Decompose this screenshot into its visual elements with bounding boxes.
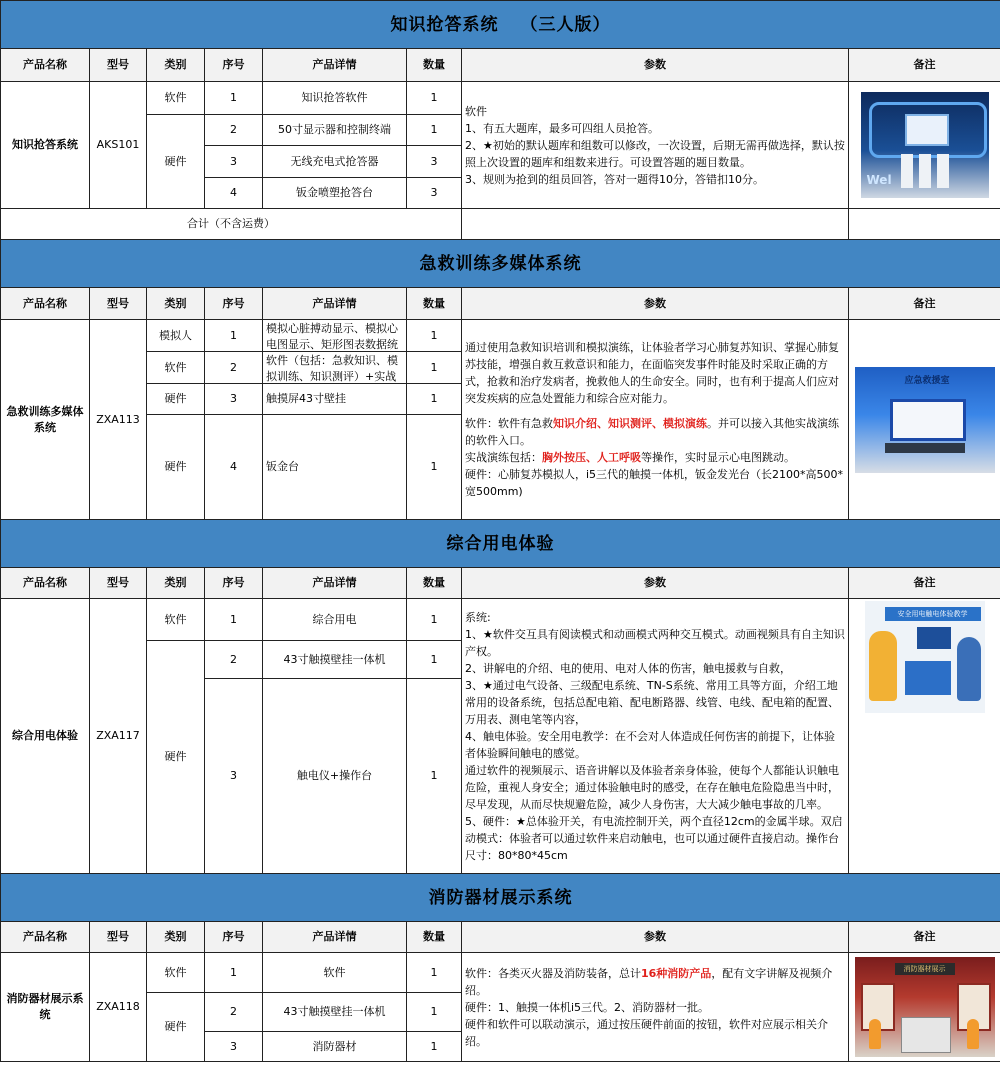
section-title: 综合用电体验 <box>1 520 1000 568</box>
seq-cell: 2 <box>205 115 263 146</box>
section-title: 消防器材展示系统 <box>1 874 1000 922</box>
seq-cell: 2 <box>205 641 263 679</box>
param-line: 通过软件的视频展示、语音讲解以及体验者亲身体验，使每个人都能认识触电危险，重视人身安全；通过体验触电时的感受，在存在触电危险隐患当中时，尽早发现，从而尽快规避危险，减少人身伤害，大大减少触电事故的几率。 <box>465 763 839 811</box>
table-row <box>1 82 1000 115</box>
header-model: 型号 <box>90 568 147 599</box>
params-cell <box>462 320 849 520</box>
category-cell: 硬件 <box>147 993 205 1062</box>
header-params: 参数 <box>462 922 849 953</box>
category-cell: 软件 <box>147 82 205 115</box>
seq-cell: 3 <box>205 1032 263 1062</box>
header-detail: 产品详情 <box>263 288 407 320</box>
param-text: 软件：软件有急救 <box>465 417 553 430</box>
section-title: 急救训练多媒体系统 <box>1 240 1000 288</box>
seq-cell: 3 <box>205 679 263 874</box>
section-title-suffix: （三人版） <box>520 14 611 35</box>
seq-cell: 1 <box>205 82 263 115</box>
param-line: 通过使用急救知识培训和模拟演练，让体验者学习心肺复苏知识、掌握心肺复苏技能，增强自救互救意识和能力，在面临突发事件时能及时采取正确的方式，抢救和治疗发病者，挽救他人的生命安全。同时，也有利于提高人们应对突发疾病的应急处置能力和综合应对能力。 <box>465 341 839 405</box>
photo-text: Wel <box>866 173 892 187</box>
detail-cell: 触电仪+操作台 <box>263 679 407 874</box>
section-banner-2 <box>1 240 1000 288</box>
header-qty: 数量 <box>407 568 462 599</box>
total-label: 合计（不含运费） <box>1 209 462 240</box>
product-model: ZXA118 <box>90 953 147 1062</box>
category-cell: 软件 <box>147 599 205 641</box>
section-banner-3 <box>1 520 1000 568</box>
param-text: ，配有文字讲解及视频介绍。 <box>465 966 833 997</box>
header-category: 类别 <box>147 288 205 320</box>
params-cell <box>462 82 849 209</box>
header-detail: 产品详情 <box>263 49 407 82</box>
param-line <box>465 415 845 449</box>
product-name: 急救训练多媒体系统 <box>1 320 90 520</box>
header-model: 型号 <box>90 49 147 82</box>
qty-cell: 3 <box>407 178 462 209</box>
header-model: 型号 <box>90 922 147 953</box>
detail-cell: 43寸触摸壁挂一体机 <box>263 641 407 679</box>
header-category: 类别 <box>147 49 205 82</box>
header-detail: 产品详情 <box>263 568 407 599</box>
category-cell: 硬件 <box>147 115 205 209</box>
seq-cell: 1 <box>205 320 263 352</box>
header-category: 类别 <box>147 922 205 953</box>
header-qty: 数量 <box>407 922 462 953</box>
detail-cell: 无线充电式抢答器 <box>263 146 407 178</box>
param-line <box>465 449 845 466</box>
seq-cell: 2 <box>205 993 263 1032</box>
detail-cell: 综合用电 <box>263 599 407 641</box>
qty-cell: 1 <box>407 115 462 146</box>
table-row <box>1 599 1000 641</box>
remark-image-cell <box>849 82 1000 209</box>
param-line: 硬件：1、触摸一体机i5三代。2、消防器材一批。 <box>465 1000 710 1014</box>
category-cell: 软件 <box>147 352 205 384</box>
first-aid-room-photo <box>855 367 995 473</box>
params-cell <box>462 953 849 1062</box>
qty-cell: 1 <box>407 679 462 874</box>
header-qty: 数量 <box>407 288 462 320</box>
table-row <box>1 953 1000 993</box>
photo-text: 安全用电触电体验教学 <box>897 610 968 618</box>
detail-cell: 消防器材 <box>263 1032 407 1062</box>
quiz-system-photo <box>861 92 989 198</box>
detail-text: 软件（包括：急救知识、模拟训练、知识测评）+实战 <box>266 353 398 383</box>
param-line <box>465 965 845 999</box>
qty-cell: 1 <box>407 352 462 384</box>
param-line: 硬件和软件可以联动演示，通过按压硬件前面的按钮，软件对应展示相关介绍。 <box>465 1017 828 1048</box>
electricity-experience-photo <box>865 601 985 713</box>
total-row <box>1 209 1000 240</box>
remark-image-cell <box>849 320 1000 520</box>
header-params: 参数 <box>462 49 849 82</box>
category-cell: 硬件 <box>147 641 205 874</box>
photo-text: 应急救援室 <box>904 375 950 386</box>
table-row <box>1 320 1000 352</box>
param-line: 3、规则为抢到的组员回答，答对一题得10分，答错扣10分。 <box>465 172 764 186</box>
header-detail: 产品详情 <box>263 922 407 953</box>
header-row <box>1 922 1000 953</box>
qty-cell: 1 <box>407 82 462 115</box>
product-name: 综合用电体验 <box>1 599 90 874</box>
detail-cell: 钣金台 <box>263 415 407 520</box>
seq-cell: 3 <box>205 384 263 415</box>
seq-cell: 4 <box>205 178 263 209</box>
param-highlight: 知识介绍、知识测评、模拟演练 <box>553 417 707 430</box>
seq-cell: 4 <box>205 415 263 520</box>
product-name: 知识抢答系统 <box>1 82 90 209</box>
header-model: 型号 <box>90 288 147 320</box>
qty-cell: 1 <box>407 993 462 1032</box>
header-seq: 序号 <box>205 568 263 599</box>
qty-cell: 1 <box>407 641 462 679</box>
remark-image-cell <box>849 599 1000 874</box>
total-remark-empty <box>849 209 1000 240</box>
seq-cell: 1 <box>205 599 263 641</box>
param-highlight: 16种消防产品 <box>641 966 712 980</box>
section-banner-1 <box>1 1 1000 49</box>
qty-cell: 1 <box>407 1032 462 1062</box>
detail-cell: 软件 <box>263 953 407 993</box>
header-seq: 序号 <box>205 49 263 82</box>
header-row <box>1 568 1000 599</box>
param-line: 系统: <box>465 610 491 624</box>
product-name: 消防器材展示系统 <box>1 953 90 1062</box>
header-name: 产品名称 <box>1 49 90 82</box>
header-name: 产品名称 <box>1 568 90 599</box>
param-line: 2、讲解电的介绍、电的使用、电对人体的伤害，触电援救与自救， <box>465 661 791 675</box>
param-line: 5、硬件：★总体验开关，有电流控制开关，两个直径12cm的金属半球。双启动模式：体验者可以通过软件来启动触电，也可以通过硬件直接启动。操作台尺寸：80*80*45cm <box>465 814 843 862</box>
param-line: 软件 <box>465 104 487 118</box>
fire-equipment-photo <box>855 957 995 1057</box>
param-line: 2、★初始的默认题库和组数可以修改，一次设置，后期无需再做选择，默认按照上次设置的题库和组数来进行。可设置答题的题目数量。 <box>465 138 845 169</box>
param-line: 4、触电体验。安全用电教学：在不会对人体造成任何伤害的前提下，让体验者体验瞬间触电的感觉。 <box>465 729 835 760</box>
param-line: 硬件：心肺复苏模拟人，i5三代的触摸一体机，钣金发光台（长2100*高500*宽500mm) <box>465 468 844 498</box>
header-remark: 备注 <box>849 288 1000 320</box>
remark-image-cell <box>849 953 1000 1062</box>
product-model: ZXA113 <box>90 320 147 520</box>
section-title: 知识抢答系统 <box>390 14 499 35</box>
param-text: 。并可以接入其他实战演练的软件入口。 <box>465 417 839 447</box>
detail-cell <box>263 352 407 384</box>
detail-cell <box>263 320 407 352</box>
header-params: 参数 <box>462 288 849 320</box>
category-cell: 硬件 <box>147 384 205 415</box>
header-params: 参数 <box>462 568 849 599</box>
seq-cell: 3 <box>205 146 263 178</box>
params-cell <box>462 599 849 874</box>
qty-cell: 1 <box>407 599 462 641</box>
param-text: 实战演练包括： <box>465 451 542 464</box>
header-seq: 序号 <box>205 922 263 953</box>
param-highlight: 胸外按压、人工呼吸 <box>542 451 641 464</box>
header-seq: 序号 <box>205 288 263 320</box>
qty-cell: 1 <box>407 415 462 520</box>
photo-text: 消防器材展示 <box>895 963 955 975</box>
header-row <box>1 49 1000 82</box>
param-line: 1、★软件交互具有阅读模式和动画模式两种交互模式。动画视频具有自主知识产权。 <box>465 627 845 658</box>
header-name: 产品名称 <box>1 288 90 320</box>
product-model: ZXA117 <box>90 599 147 874</box>
total-params-empty <box>462 209 849 240</box>
qty-cell: 1 <box>407 320 462 352</box>
category-cell: 模拟人 <box>147 320 205 352</box>
header-remark: 备注 <box>849 922 1000 953</box>
detail-cell: 钣金喷塑抢答台 <box>263 178 407 209</box>
param-text: 等操作，实时显示心电图跳动。 <box>641 451 795 464</box>
product-model: AKS101 <box>90 82 147 209</box>
header-category: 类别 <box>147 568 205 599</box>
header-row <box>1 288 1000 320</box>
qty-cell: 1 <box>407 384 462 415</box>
qty-cell: 3 <box>407 146 462 178</box>
param-line: 3、★通过电气设备、三级配电系统、TN-S系统、常用工具等方面，介绍工地常用的设备系统，包括总配电箱、配电断路器、线管、电线、配电箱的配置、万用表、测电笔等内容， <box>465 678 839 726</box>
header-remark: 备注 <box>849 568 1000 599</box>
qty-cell: 1 <box>407 953 462 993</box>
seq-cell: 1 <box>205 953 263 993</box>
seq-cell: 2 <box>205 352 263 384</box>
detail-cell: 43寸触摸壁挂一体机 <box>263 993 407 1032</box>
header-name: 产品名称 <box>1 922 90 953</box>
detail-cell: 触摸屏43寸壁挂 <box>263 384 407 415</box>
header-qty: 数量 <box>407 49 462 82</box>
header-remark: 备注 <box>849 49 1000 82</box>
detail-cell: 知识抢答软件 <box>263 82 407 115</box>
param-text: 软件：各类灭火器及消防装备，总计 <box>465 966 641 980</box>
category-cell: 软件 <box>147 953 205 993</box>
category-cell: 硬件 <box>147 415 205 520</box>
detail-cell: 50寸显示器和控制终端 <box>263 115 407 146</box>
detail-text: 模拟心脏搏动显示、模拟心电图显示、矩形图表数据统 <box>266 321 398 351</box>
param-line: 1、有五大题库，最多可四组人员抢答。 <box>465 121 659 135</box>
section-banner-4 <box>1 874 1000 922</box>
